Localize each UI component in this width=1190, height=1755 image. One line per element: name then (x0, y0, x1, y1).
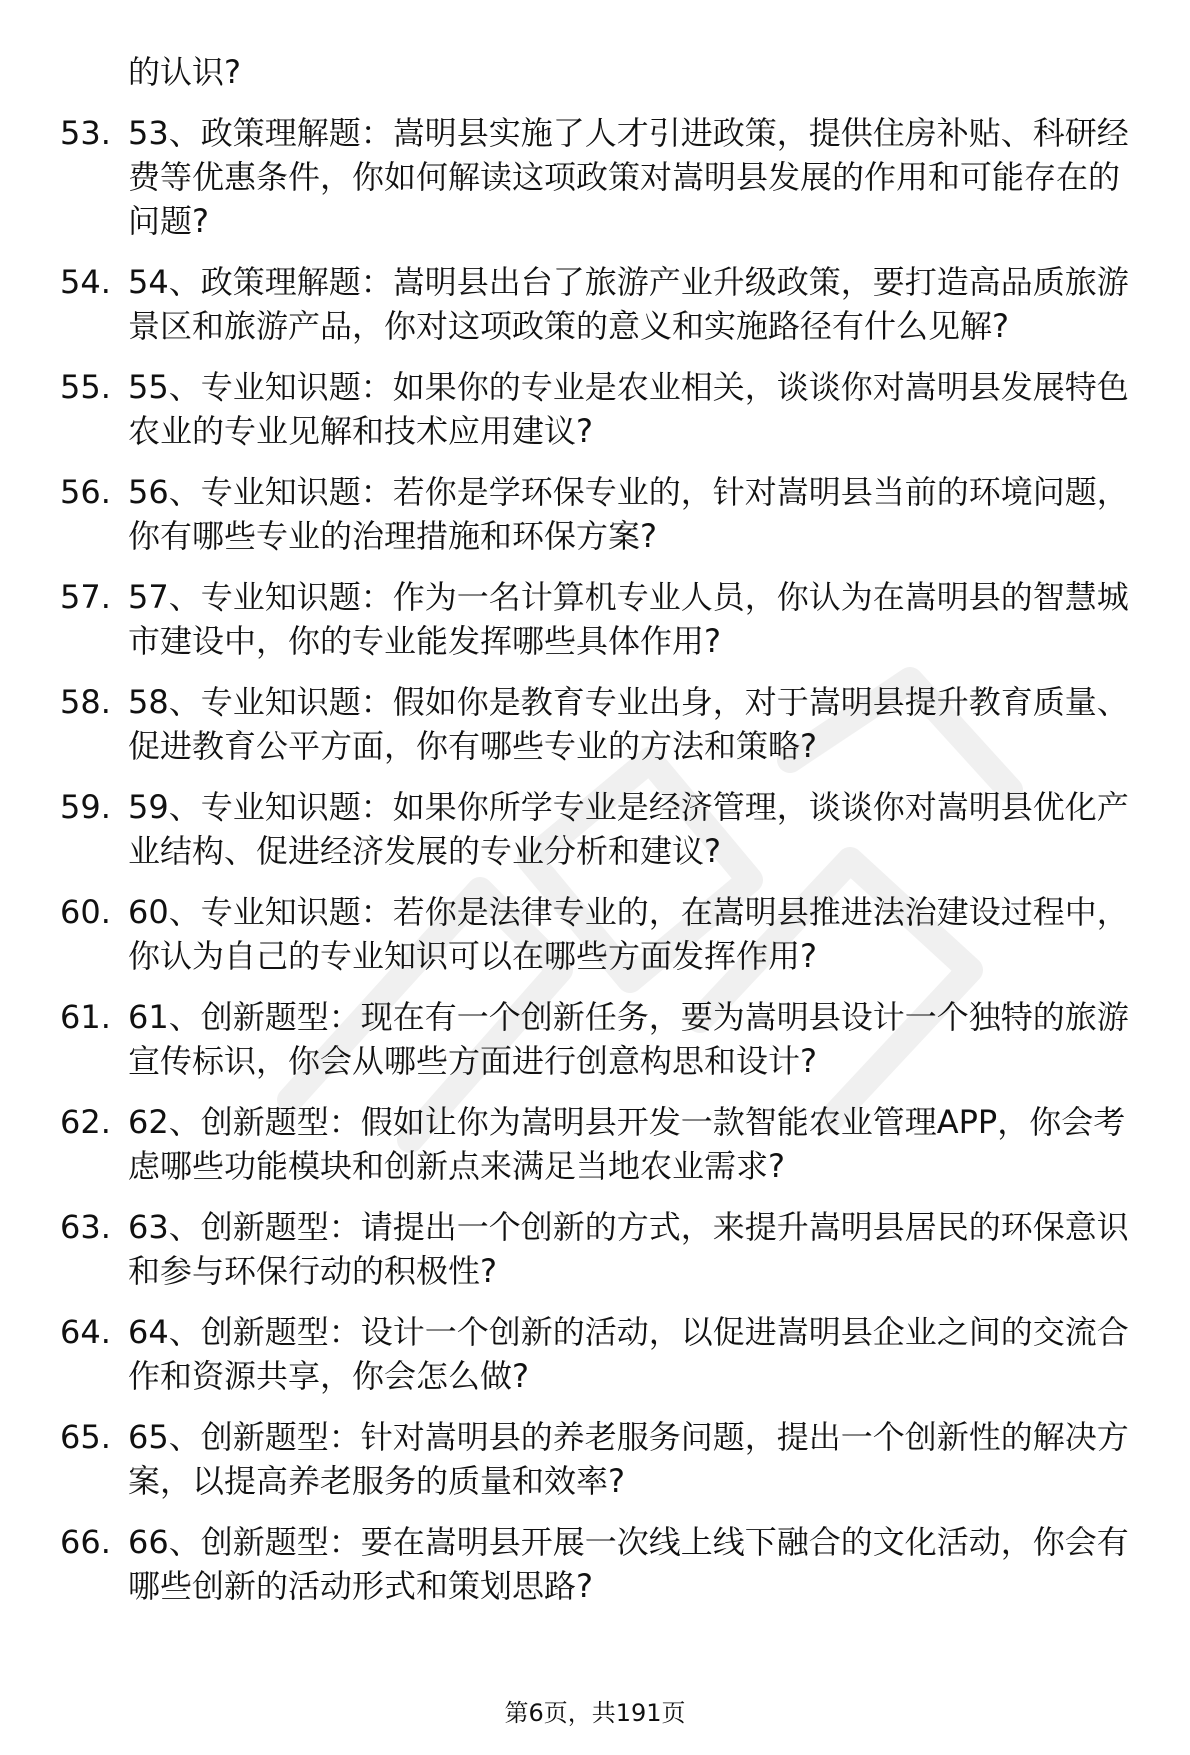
continued-question-text: 的认识? (128, 53, 241, 91)
list-item-number: 61. (60, 998, 111, 1036)
list-item-number: 60. (60, 893, 111, 931)
list-item-number: 64. (60, 1313, 111, 1351)
list-item-number: 53. (60, 114, 111, 152)
list-item-number: 55. (60, 368, 111, 406)
list-item-number: 57. (60, 578, 111, 616)
list-item-text: 62、创新题型：假如让你为嵩明县开发一款智能农业管理APP，你会考虑哪些功能模块和创新点来满足当地农业需求? (128, 1103, 1126, 1185)
list-item (60, 1310, 1140, 1398)
list-item-text: 59、专业知识题：如果你所学专业是经济管理，谈谈你对嵩明县优化产业结构、促进经济发展的专业分析和建议? (128, 788, 1129, 870)
list-item-number: 56. (60, 473, 111, 511)
list-item-text: 56、专业知识题：若你是学环保专业的，针对嵩明县当前的环境问题，你有哪些专业的治理措施和环保方案? (128, 473, 1129, 555)
list-item (60, 1520, 1140, 1608)
list-item-text: 54、政策理解题：嵩明县出台了旅游产业升级政策，要打造高品质旅游景区和旅游产品，你对这项政策的意义和实施路径有什么见解? (128, 263, 1129, 345)
list-item-number: 58. (60, 683, 111, 721)
list-item-text: 65、创新题型：针对嵩明县的养老服务问题，提出一个创新性的解决方案，以提高养老服务的质量和效率? (128, 1418, 1129, 1500)
list-item-text: 60、专业知识题：若你是法律专业的，在嵩明县推进法治建设过程中，你认为自己的专业知识可以在哪些方面发挥作用? (128, 893, 1129, 975)
list-item (60, 260, 1140, 348)
list-item-text: 53、政策理解题：嵩明县实施了人才引进政策，提供住房补贴、科研经费等优惠条件，你如何解读这项政策对嵩明县发展的作用和可能存在的问题? (128, 114, 1129, 240)
list-item (60, 680, 1140, 768)
list-item (60, 890, 1140, 978)
list-item-text: 58、专业知识题：假如你是教育专业出身，对于嵩明县提升教育质量、促进教育公平方面，你有哪些专业的方法和策略? (128, 683, 1129, 765)
list-item-text: 55、专业知识题：如果你的专业是农业相关，谈谈你对嵩明县发展特色农业的专业见解和技术应用建议? (128, 368, 1129, 450)
list-item-number: 63. (60, 1208, 111, 1246)
list-item (60, 365, 1140, 453)
list-item-number: 62. (60, 1103, 111, 1141)
list-item (60, 111, 1140, 243)
list-item-text: 61、创新题型：现在有一个创新任务，要为嵩明县设计一个独特的旅游宣传标识，你会从哪些方面进行创意构思和设计? (128, 998, 1129, 1080)
list-item (60, 785, 1140, 873)
list-item (60, 470, 1140, 558)
list-item (60, 1100, 1140, 1188)
list-item-text: 57、专业知识题：作为一名计算机专业人员，你认为在嵩明县的智慧城市建设中，你的专业能发挥哪些具体作用? (128, 578, 1129, 660)
list-item-number: 65. (60, 1418, 111, 1456)
list-item-text: 66、创新题型：要在嵩明县开展一次线上线下融合的文化活动，你会有哪些创新的活动形式和策划思路? (128, 1523, 1129, 1605)
list-item-text: 63、创新题型：请提出一个创新的方式，来提升嵩明县居民的环保意识和参与环保行动的积极性? (128, 1208, 1129, 1290)
list-item-number: 54. (60, 263, 111, 301)
list-item-number: 66. (60, 1523, 111, 1561)
page-number: 第6页，共191页 (504, 1699, 686, 1727)
list-item (60, 1415, 1140, 1503)
list-item (60, 575, 1140, 663)
list-item (60, 1205, 1140, 1293)
list-item (60, 995, 1140, 1083)
list-item-text: 64、创新题型：设计一个创新的活动，以促进嵩明县企业之间的交流合作和资源共享，你会怎么做? (128, 1313, 1129, 1395)
question-list (60, 50, 1140, 1625)
list-item-number: 59. (60, 788, 111, 826)
